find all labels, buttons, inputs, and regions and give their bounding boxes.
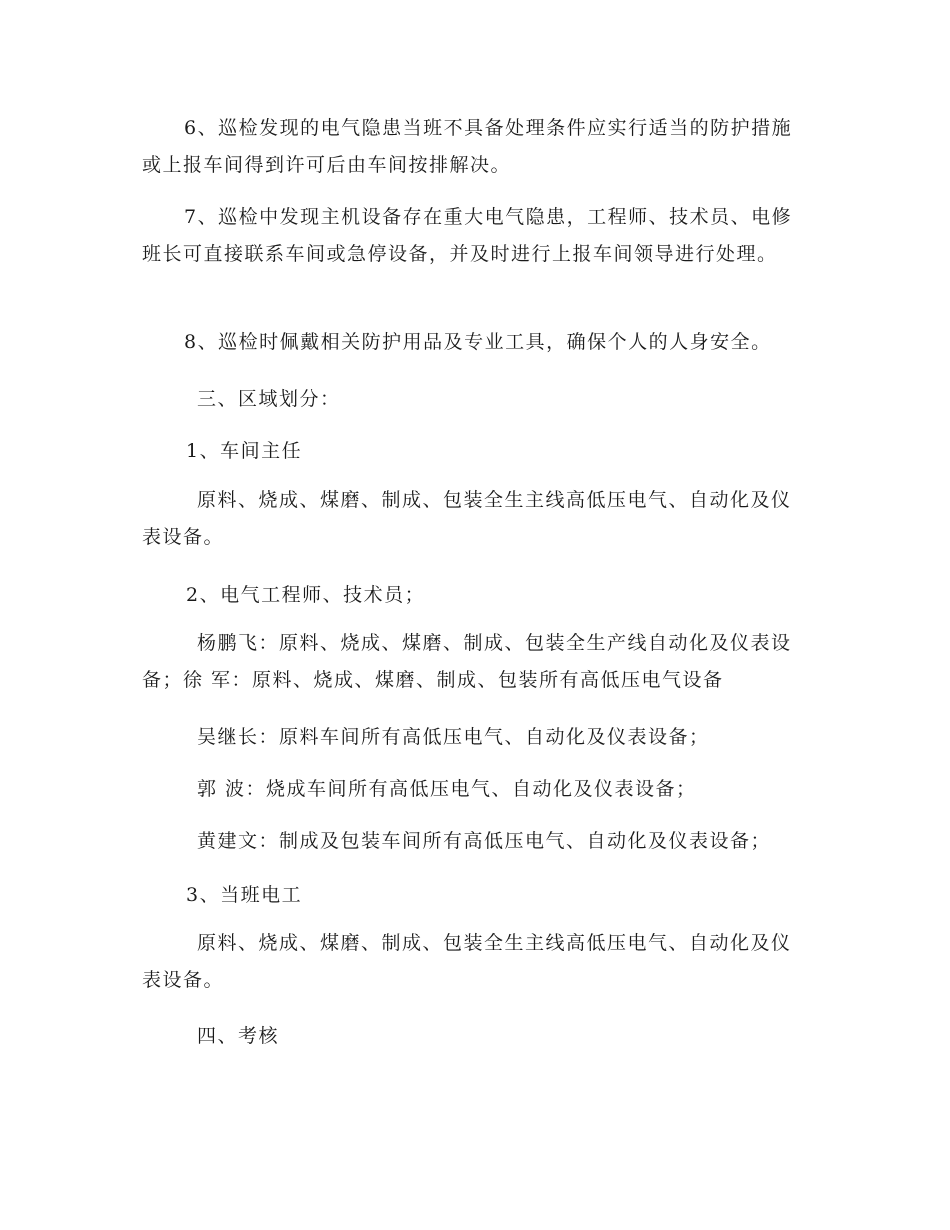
subsection-3-heading: 3、当班电工: [186, 884, 303, 906]
subsection-1-heading: 1、车间主任: [186, 440, 303, 462]
subsection-2-body-3: 郭 波：烧成车间所有高低压电气、自动化及仪表设备；: [197, 778, 697, 800]
subsection-2-body-1: 杨鹏飞：原料、烧成、煤磨、制成、包装全生产线自动化及仪表设备；徐 军：原料、烧成、煤磨、制成、包装所有高低压电气设备: [142, 632, 792, 691]
section-4-heading: 四、考核: [197, 1025, 280, 1047]
subsection-3-body: 原料、烧成、煤磨、制成、包装全生主线高低压电气、自动化及仪表设备。: [142, 932, 792, 991]
subsection-2-heading: 2、电气工程师、技术员；: [186, 584, 426, 606]
subsection-2-body-2: 吴继长：原料车间所有高低压电气、自动化及仪表设备；: [197, 726, 710, 748]
subsection-2-body-4: 黄建文：制成及包装车间所有高低压电气、自动化及仪表设备；: [197, 830, 772, 852]
section-3-heading: 三、区域划分：: [197, 388, 341, 410]
item-6-paragraph: 6、巡检发现的电气隐患当班不具备处理条件应实行适当的防护措施或上报车间得到许可后由车间按排解决。: [142, 117, 793, 176]
subsection-1-body: 原料、烧成、煤磨、制成、包装全生主线高低压电气、自动化及仪表设备。: [142, 489, 792, 548]
item-8-paragraph: 8、巡检时佩戴相关防护用品及专业工具，确保个人的人身安全。: [184, 331, 772, 353]
item-7-paragraph: 7、巡检中发现主机设备存在重大电气隐患，工程师、技术员、电修班长可直接联系车间或急停设备，并及时进行上报车间领导进行处理。: [142, 206, 793, 265]
